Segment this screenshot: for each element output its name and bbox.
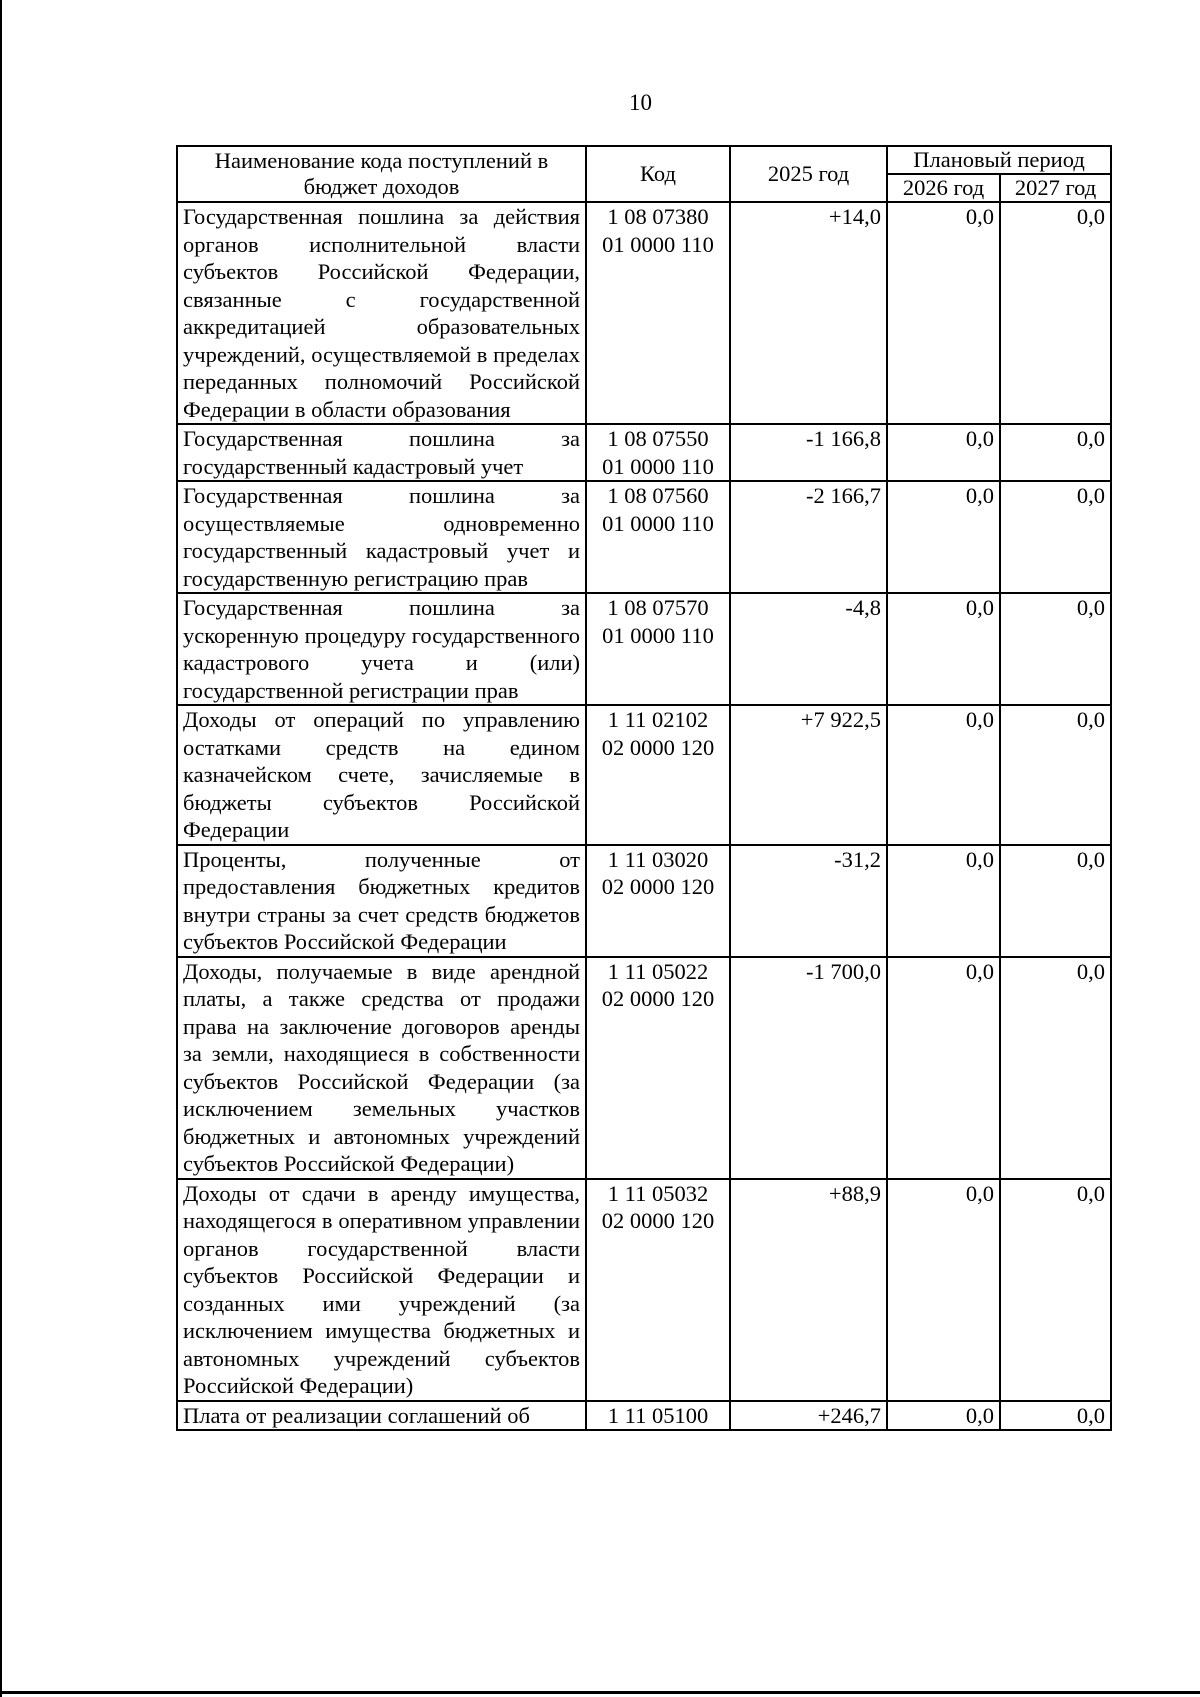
revenue-name-cell: Проценты, полученные от предоставления бюджетных кредитов внутри страны за счет средств бюджетов субъектов Российской Федерации <box>177 845 586 957</box>
value-2027-cell: 0,0 <box>1000 481 1111 593</box>
revenue-name-cell: Государственная пошлина за ускоренную процедуру государственного кадастрового учета и (или) государственной регистрации прав <box>177 593 586 705</box>
value-2025-cell: -4,8 <box>730 593 887 705</box>
value-2025-cell: -1 700,0 <box>730 957 887 1179</box>
revenue-name-cell: Доходы от операций по управлению остатками средств на едином казначейском счете, зачисляемые в бюджеты субъектов Российской Федерации <box>177 705 586 845</box>
page-number: 10 <box>629 90 652 115</box>
value-2025-cell: +246,7 <box>730 1401 887 1431</box>
value-2027-cell: 0,0 <box>1000 202 1111 424</box>
table-header-row <box>177 146 1111 174</box>
page-edge-bottom <box>0 1691 1200 1694</box>
revenue-code-cell <box>586 845 730 957</box>
value-2026-cell: 0,0 <box>887 1179 1000 1401</box>
header-planned-period: Плановый период <box>887 146 1111 174</box>
table-row <box>177 1179 1111 1401</box>
revenue-code-line-1: 1 08 07560 <box>607 483 709 508</box>
revenue-code-cell <box>586 593 730 705</box>
revenue-code-line-2: 02 0000 120 <box>601 734 715 760</box>
value-2026-cell: 0,0 <box>887 593 1000 705</box>
revenue-code-cell <box>586 481 730 593</box>
value-2026-cell: 0,0 <box>887 424 1000 481</box>
value-2027-cell: 0,0 <box>1000 1401 1111 1431</box>
value-2025-cell: -2 166,7 <box>730 481 887 593</box>
revenue-code-line-2: 02 0000 120 <box>601 986 715 1011</box>
revenue-name-cell: Государственная пошлина за действия органов исполнительной власти субъектов Российской Федерации, связанные с государственной аккредитацией образовательных учреждений, осуществляемой в пределах переданных полномочий Российской Федерации в области образования <box>177 202 586 424</box>
header-2027: 2027 год <box>1000 174 1111 202</box>
table-row <box>177 424 1111 481</box>
revenue-code-line-1: 1 08 07550 <box>607 426 709 451</box>
table-row <box>177 957 1111 1179</box>
table-row <box>177 481 1111 593</box>
revenue-name-cell: Плата от реализации соглашений об <box>177 1401 586 1431</box>
header-2025: 2025 год <box>730 146 887 202</box>
table-row <box>177 1401 1111 1431</box>
value-2025-cell: -1 166,8 <box>730 424 887 481</box>
revenue-name-cell: Доходы от сдачи в аренду имущества, находящегося в оперативном управлении органов государственной власти субъектов Российской Федерации и созданных ими учреждений (за исключением имущества бюджетных и автономных учреждений субъектов Российской Федерации) <box>177 1179 586 1401</box>
revenue-code-line-1: 1 08 07570 <box>607 595 709 620</box>
page-edge-left <box>0 0 2 1697</box>
value-2027-cell: 0,0 <box>1000 957 1111 1179</box>
value-2027-cell: 0,0 <box>1000 845 1111 957</box>
revenue-code-cell <box>586 1401 730 1431</box>
revenue-code-line-1: 1 11 03020 <box>607 846 709 872</box>
revenue-name-cell: Доходы, получаемые в виде арендной платы, а также средства от продажи права на заключение договоров аренды за земли, находящиеся в собственности субъектов Российской Федерации (за исключением земельных участков бюджетных и автономных учреждений субъектов Российской Федерации) <box>177 957 586 1179</box>
table-row <box>177 202 1111 424</box>
revenue-code-cell <box>586 1179 730 1401</box>
value-2025-cell: -31,2 <box>730 845 887 957</box>
value-2026-cell: 0,0 <box>887 1401 1000 1431</box>
value-2026-cell: 0,0 <box>887 957 1000 1179</box>
header-code: Код <box>586 146 730 202</box>
value-2025-cell: +14,0 <box>730 202 887 424</box>
value-2026-cell: 0,0 <box>887 481 1000 593</box>
table-row <box>177 845 1111 957</box>
header-2026: 2026 год <box>887 174 1000 202</box>
revenue-code-line-2: 02 0000 120 <box>601 874 715 899</box>
value-2025-cell: +7 922,5 <box>730 705 887 845</box>
value-2027-cell: 0,0 <box>1000 705 1111 845</box>
value-2026-cell: 0,0 <box>887 705 1000 845</box>
revenue-name-cell: Государственная пошлина за государственный кадастровый учет <box>177 424 586 481</box>
revenue-code-line-1: 1 11 05032 <box>607 1180 709 1206</box>
revenue-code-cell <box>586 705 730 845</box>
revenue-code-line-1: 1 11 05100 <box>607 1402 709 1428</box>
revenue-code-line-2: 01 0000 110 <box>602 231 714 257</box>
table-row <box>177 705 1111 845</box>
revenue-code-line-2: 01 0000 110 <box>602 453 714 479</box>
revenue-code-line-2: 02 0000 120 <box>601 1208 715 1233</box>
revenue-code-line-1: 1 11 02102 <box>607 707 709 732</box>
revenue-code-line-1: 1 11 05022 <box>607 958 709 984</box>
revenue-code-line-2: 01 0000 110 <box>602 622 714 648</box>
revenue-code-cell <box>586 424 730 481</box>
revenue-code-line-1: 1 08 07380 <box>607 204 709 229</box>
value-2027-cell: 0,0 <box>1000 424 1111 481</box>
revenue-code-cell <box>586 202 730 424</box>
value-2027-cell: 0,0 <box>1000 593 1111 705</box>
revenue-name-cell: Государственная пошлина за осуществляемые одновременно государственный кадастровый учет и государственную регистрацию прав <box>177 481 586 593</box>
table-row <box>177 593 1111 705</box>
header-name: Наименование кода поступлений в бюджет доходов <box>177 146 586 202</box>
revenue-code-cell <box>586 957 730 1179</box>
revenue-code-line-2: 01 0000 110 <box>602 510 714 536</box>
value-2026-cell: 0,0 <box>887 845 1000 957</box>
value-2025-cell: +88,9 <box>730 1179 887 1401</box>
value-2026-cell: 0,0 <box>887 202 1000 424</box>
budget-revenue-table <box>176 145 1112 1431</box>
value-2027-cell: 0,0 <box>1000 1179 1111 1401</box>
